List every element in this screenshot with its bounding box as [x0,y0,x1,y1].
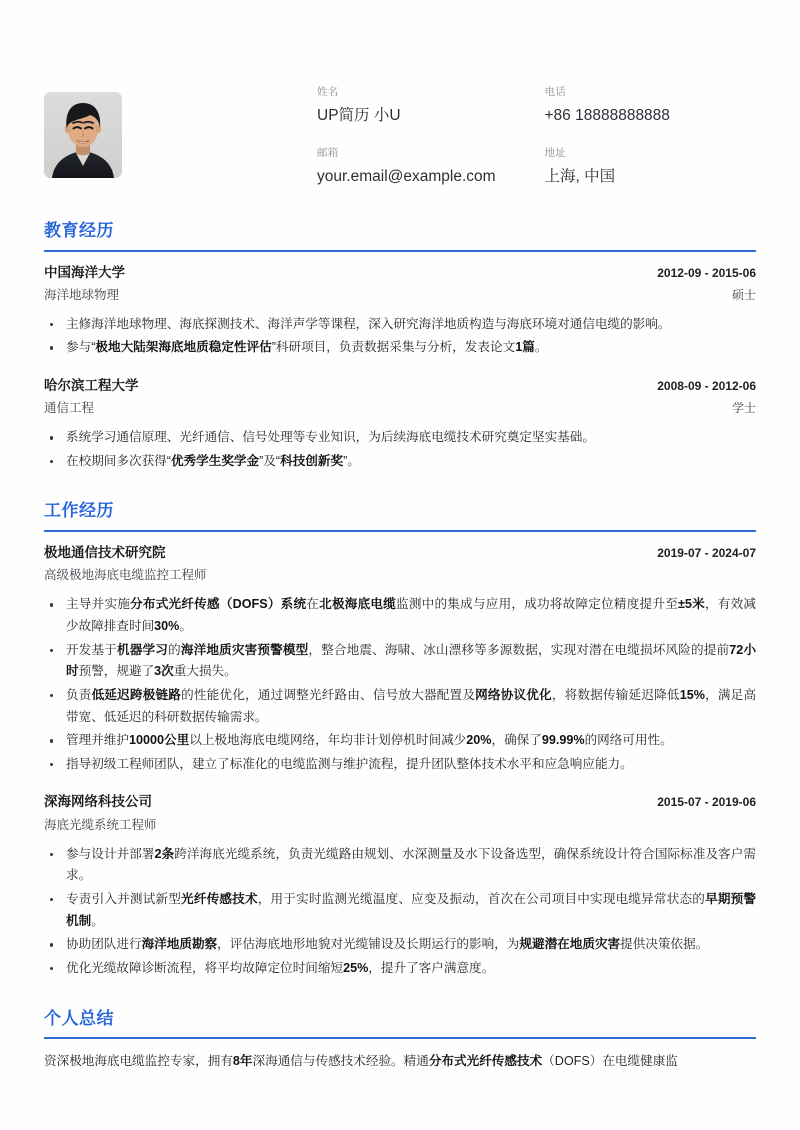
entry-date-range: 2015-07 - 2019-06 [657,795,756,810]
entry-organization: 极地通信技术研究院 [44,545,166,561]
section-title-work: 工作经历 [44,501,114,521]
contact-grid [317,86,756,186]
contact-value-email: your.email@example.com [317,167,496,185]
bullet-item: 协助团队进行海洋地质勘察，评估海底地形地貌对光缆铺设及长期运行的影响，为规避潜在地质灾害提供决策依据。 [44,934,756,956]
emphasis: 海洋地质勘察 [141,937,218,952]
bullet-item: 主导并实施分布式光纤传感（DOFS）系统在北极海底电缆监测中的集成与应用，成功将故障定位精度提升至±5米，有效减少故障排查时间30%。 [44,594,756,637]
portrait-photo [44,92,122,178]
section-title-summary: 个人总结 [44,1008,114,1028]
bullet-item: 系统学习通信原理、光纤通信、信号处理等专业知识，为后续海底电缆技术研究奠定坚实基础。 [44,427,756,449]
section-title-education: 教育经历 [44,220,114,240]
contact-label-address: 地址 [544,146,567,159]
entry-organization: 哈尔滨工程大学 [44,378,139,394]
entry-date-range: 2012-09 - 2015-06 [657,265,756,280]
entry-date-range: 2019-07 - 2024-07 [657,546,756,561]
experience-entry [44,793,756,979]
contact-value-phone: +86 18888888888 [544,106,670,124]
contact-value-address: 上海, 中国 [544,167,616,185]
entry-subtitle: 通信工程 [44,401,95,416]
entry-subtitle-row [44,817,756,834]
education-entries [44,264,756,473]
emphasis: 海洋地质灾害预警模型 [180,642,309,657]
bullet-item: 负责低延迟跨极链路的性能优化，通过调整光纤路由、信号放大器配置及网络协议优化，将数据传输延迟降低15%，满足高带宽、低延迟的科研数据传输需求。 [44,685,756,728]
experience-entry [44,377,756,472]
emphasis: 分布式光纤传感（DOFS）系统 [130,597,307,612]
emphasis: ±5米 [678,597,705,612]
emphasis: 光纤传感技术 [181,891,258,906]
contact-field-email [317,147,529,186]
experience-entry [44,544,756,775]
emphasis: 规避潜在地质灾害 [519,937,621,952]
emphasis: 10000公里 [128,733,190,748]
contact-value-name: UP简历 小U [317,106,401,124]
emphasis: 2条 [154,846,175,861]
contact-label-name: 姓名 [317,86,339,98]
entry-subtitle: 海底光缆系统工程师 [44,817,157,832]
emphasis: 分布式光纤传感技术 [428,1054,543,1069]
entry-organization: 中国海洋大学 [44,264,125,280]
emphasis: 25% [343,960,369,975]
entry-bullet-list [44,314,756,359]
bullet-item: 指导初级工程师团队，建立了标准化的电缆监测与维护流程，提升团队整体技术水平和应急响应能力。 [44,754,756,776]
section-rule-education [44,250,756,252]
bullet-item: 管理并维护10000公里以上极地海底电缆网络，年均非计划停机时间减少20%，确保了99.99%的网络可用性。 [44,730,756,752]
entry-date-range: 2008-09 - 2012-06 [657,379,756,394]
work-entries [44,544,756,979]
entry-bullet-list [44,844,756,980]
emphasis: 科技创新奖 [280,453,344,468]
entry-subtitle-row [44,567,756,584]
contact-label-email: 邮箱 [317,146,339,159]
contact-field-name [317,86,529,125]
entry-degree: 学士 [731,401,756,416]
contact-field-address [545,147,757,186]
entry-bullet-list [44,594,756,775]
emphasis: 北极海底电缆 [319,597,397,612]
bullet-item: 参与设计并部署2条跨洋海底光缆系统，负责光缆路由规划、水深测量及水下设备选型，确保系统设计符合国际标准及客户需求。 [44,844,756,887]
section-education [44,222,756,473]
section-summary [44,1010,756,1073]
emphasis: 30% [154,618,180,633]
entry-bullet-list [44,427,756,472]
bullet-item: 参与“极地大陆架海底地质稳定性评估”科研项目，负责数据采集与分析，发表论文1篇。 [44,337,756,359]
entry-subtitle: 海洋地球物理 [44,287,120,302]
emphasis: 8年 [232,1054,253,1069]
emphasis: 网络协议优化 [475,687,552,702]
contact-label-phone: 电话 [544,86,567,98]
emphasis: 优秀学生奖学金 [170,453,260,468]
emphasis: 15% [679,687,705,702]
emphasis: 20% [466,733,492,748]
bullet-item: 优化光缆故障诊断流程，将平均故障定位时间缩短25%，提升了客户满意度。 [44,958,756,980]
emphasis: 机器学习 [117,642,169,657]
resume-header [44,0,756,200]
bullet-item: 专责引入并测试新型光纤传感技术，用于实时监测光缆温度、应变及振动，首次在公司项目中实现电缆异常状态的早期预警机制。 [44,889,756,932]
entry-subtitle-row [44,287,756,304]
section-rule-summary [44,1037,756,1039]
entry-subtitle: 高级极地海底电缆监控工程师 [44,568,207,583]
entry-header-row [44,793,756,811]
photo-wrapper [44,92,122,178]
emphasis: 低延迟跨极链路 [91,687,182,702]
emphasis: 99.99% [541,733,585,748]
section-rule-work [44,530,756,532]
entry-header-row [44,544,756,562]
entry-subtitle-row [44,400,756,417]
contact-field-phone [545,86,757,125]
bullet-item: 开发基于机器学习的海洋地质灾害预警模型，整合地震、海啸、冰山漂移等多源数据，实现对潜在电缆损坏风险的提前72小时预警，规避了3次重大损失。 [44,640,756,683]
entry-header-row [44,264,756,282]
entry-organization: 深海网络科技公司 [44,794,152,810]
emphasis: 早期预警机制 [66,891,756,928]
entry-header-row [44,377,756,395]
experience-entry [44,264,756,359]
bullet-item: 在校期间多次获得“优秀学生奖学金”及“科技创新奖”。 [44,451,756,473]
summary-paragraph: 资深极地海底电缆监控专家，拥有8年深海通信与传感技术经验。精通分布式光纤传感技术（DOFS）在电缆健康监 [44,1054,678,1069]
emphasis: 极地大陆架海底地质稳定性评估 [95,340,272,355]
emphasis: 72小时 [66,642,757,679]
emphasis: 1篇 [515,340,535,355]
portrait-photo-icon [44,92,122,178]
section-work [44,502,756,979]
emphasis: 3次 [154,664,174,679]
bullet-item: 主修海洋地球物理、海底探测技术、海洋声学等课程，深入研究海洋地质构造与海底环境对通信电缆的影响。 [44,314,756,336]
entry-degree: 硕士 [731,287,756,302]
